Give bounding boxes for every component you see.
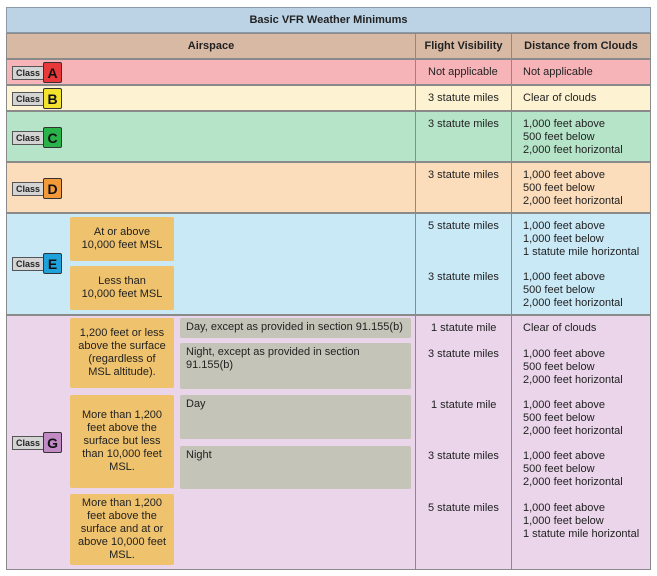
header-distance-from-clouds: Distance from Clouds bbox=[511, 33, 651, 59]
class-word: Class bbox=[12, 257, 44, 271]
class-word: Class bbox=[12, 92, 44, 106]
class-e-lower-clouds: 1,000 feet above 500 feet below 2,000 feet horizontal bbox=[523, 271, 623, 309]
class-g-band3-visibility: 5 statute miles bbox=[428, 502, 499, 514]
class-g-band1-night-condition: Night, except as provided in section 91.155(b) bbox=[180, 343, 411, 389]
class-b-label bbox=[12, 88, 62, 109]
class-d-label bbox=[12, 178, 62, 199]
class-g-band1-day-clouds: Clear of clouds bbox=[523, 322, 597, 334]
column-divider-clouds bbox=[511, 59, 512, 570]
class-c-label bbox=[12, 127, 62, 148]
class-e-lower-visibility: 3 statute miles bbox=[428, 271, 499, 283]
column-divider-visibility bbox=[415, 59, 416, 570]
class-b-letter: B bbox=[43, 88, 62, 109]
class-e-label bbox=[12, 253, 62, 274]
class-g-band1-day-condition: Day, except as provided in section 91.155(b) bbox=[180, 318, 411, 338]
class-g-letter: G bbox=[43, 432, 62, 453]
class-d-clouds: 1,000 feet above 500 feet below 2,000 feet horizontal bbox=[523, 169, 623, 207]
class-word: Class bbox=[12, 66, 44, 80]
class-e-upper-altitude: At or above 10,000 feet MSL bbox=[70, 217, 174, 261]
class-g-band2-night-clouds: 1,000 feet above 500 feet below 2,000 feet horizontal bbox=[523, 450, 623, 488]
class-g-label bbox=[12, 432, 62, 453]
class-g-band2-night-condition: Night bbox=[180, 446, 411, 489]
class-g-band3-altitude: More than 1,200 feet above the surface and at or above 10,000 feet MSL. bbox=[70, 494, 174, 565]
class-e-letter: E bbox=[43, 253, 62, 274]
class-e-upper-visibility: 5 statute miles bbox=[428, 220, 499, 232]
class-word: Class bbox=[12, 131, 44, 145]
class-g-band2-day-condition: Day bbox=[180, 395, 411, 439]
class-d-visibility: 3 statute miles bbox=[428, 169, 499, 181]
class-a-visibility: Not applicable bbox=[428, 66, 498, 78]
class-g-band3-clouds: 1,000 feet above 1,000 feet below 1 statute mile horizontal bbox=[523, 502, 640, 540]
class-g-band2-night-visibility: 3 statute miles bbox=[428, 450, 499, 462]
class-d-letter: D bbox=[43, 178, 62, 199]
class-g-band1-night-clouds: 1,000 feet above 500 feet below 2,000 feet horizontal bbox=[523, 348, 623, 386]
class-c-visibility: 3 statute miles bbox=[428, 118, 499, 130]
class-g-band2-day-visibility: 1 statute mile bbox=[431, 399, 497, 411]
class-g-band2-altitude: More than 1,200 feet above the surface but less than 10,000 feet MSL. bbox=[70, 395, 174, 488]
class-a-letter: A bbox=[43, 62, 62, 83]
class-word: Class bbox=[12, 436, 44, 450]
class-b-clouds: Clear of clouds bbox=[523, 92, 597, 104]
class-e-upper-clouds: 1,000 feet above 1,000 feet below 1 statute mile horizontal bbox=[523, 220, 640, 258]
table-title: Basic VFR Weather Minimums bbox=[6, 7, 651, 33]
class-g-band1-altitude: 1,200 feet or less above the surface (regardless of MSL altitude). bbox=[70, 318, 174, 388]
class-a-label bbox=[12, 62, 62, 83]
class-a-clouds: Not applicable bbox=[523, 66, 593, 78]
class-g-band2-day-clouds: 1,000 feet above 500 feet below 2,000 feet horizontal bbox=[523, 399, 623, 437]
class-g-band1-day-visibility: 1 statute mile bbox=[431, 322, 497, 334]
class-word: Class bbox=[12, 182, 44, 196]
class-b-visibility: 3 statute miles bbox=[428, 92, 499, 104]
header-airspace: Airspace bbox=[6, 33, 416, 59]
class-e-lower-altitude: Less than 10,000 feet MSL bbox=[70, 266, 174, 310]
class-c-clouds: 1,000 feet above 500 feet below 2,000 feet horizontal bbox=[523, 118, 623, 156]
class-c-letter: C bbox=[43, 127, 62, 148]
header-flight-visibility: Flight Visibility bbox=[415, 33, 512, 59]
class-g-band1-night-visibility: 3 statute miles bbox=[428, 348, 499, 360]
